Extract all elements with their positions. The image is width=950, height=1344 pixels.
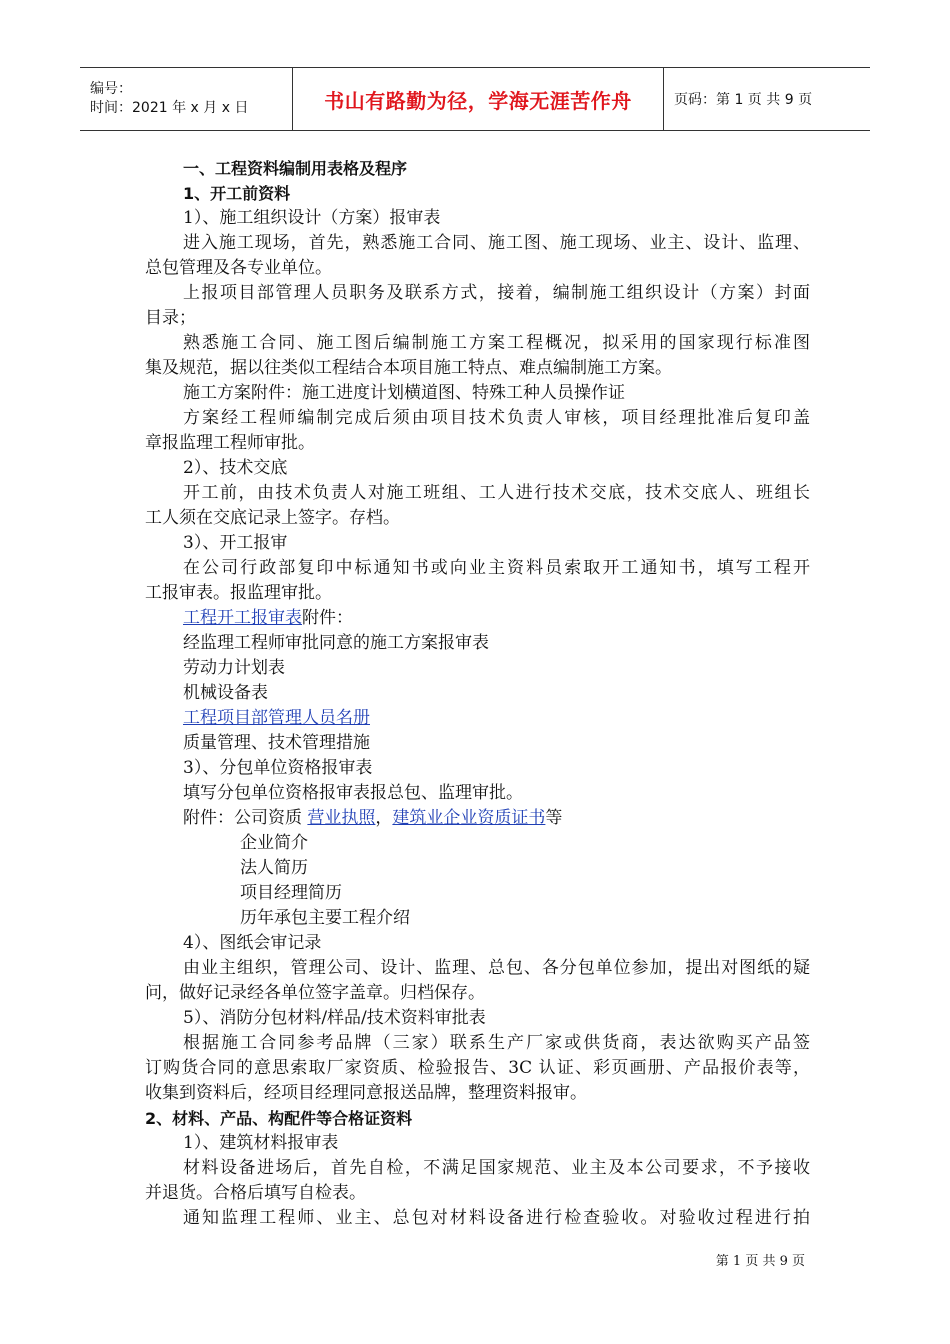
paragraph-line: 材料设备进场后，首先自检，不满足国家规范、业主及本公司要求，不予接收 (183, 1158, 810, 1178)
start-report-form-link[interactable]: 工程开工报审表 (183, 608, 302, 628)
paragraph-line: 收集到资料后，经项目经理同意报送品牌，整理资料报审。 (145, 1083, 587, 1103)
list-item (145, 706, 810, 731)
separator: ， (375, 808, 393, 828)
list-item: 质量管理、技术管理措施 (183, 733, 370, 753)
paragraph-line: 施工方案附件：施工进度计划横道图、特殊工种人员操作证 (183, 383, 625, 403)
item-heading: 2）、技术交底 (183, 458, 288, 478)
list-item: 劳动力计划表 (183, 658, 285, 678)
business-license-link[interactable]: 营业执照 (307, 808, 376, 828)
header-motto-cell (293, 68, 664, 130)
paragraph-line: 总包管理及各专业单位。 (145, 258, 332, 278)
header-page-number: 页码：第 1 页 共 9 页 (674, 92, 813, 108)
section-title: 一、工程资料编制用表格及程序 (183, 159, 408, 178)
item-heading: 3）、分包单位资格报审表 (183, 758, 373, 778)
paragraph-line (145, 606, 810, 631)
list-item: 项目经理简历 (240, 883, 342, 903)
paragraph-line: 开工前，由技术负责人对施工班组、工人进行技术交底，技术交底人、班组长 (183, 483, 810, 503)
paragraph-line: 通知监理工程师、业主、总包对材料设备进行检查验收。对验收过程进行拍 (183, 1208, 810, 1228)
paragraph-line: 订购货合同的意思索取厂家资质、检验报告、3C 认证、彩页画册、产品报价表等， (145, 1058, 810, 1078)
subsection-title: 1、开工前资料 (183, 184, 291, 203)
document-number-label: 编号： (90, 81, 132, 97)
paragraph-line: 由业主组织，管理公司、设计、监理、总包、各分包单位参加，提出对图纸的疑 (183, 958, 810, 978)
page-footer: 第 1 页 共 9 页 (715, 1254, 805, 1269)
item-heading: 5）、消防分包材料/样品/技术资料审批表 (183, 1008, 486, 1028)
item-heading: 3）、开工报审 (183, 533, 288, 553)
paragraph-line: 集及规范，据以往类似工程结合本项目施工特点、难点编制施工方案。 (145, 358, 672, 378)
attachment-prefix: 附件：公司资质 (183, 808, 308, 828)
paragraph-line: 在公司行政部复印中标通知书或向业主资料员索取开工通知书，填写工程开 (183, 558, 810, 578)
paragraph-line: 方案经工程师编制完成后须由项目技术负责人审核，项目经理批准后复印盖 (183, 408, 810, 428)
qualification-certificate-link[interactable]: 建筑业企业资质证书 (392, 808, 546, 828)
paragraph-line: 进入施工现场，首先，熟悉施工合同、施工图、施工现场、业主、设计、监理、 (183, 233, 810, 253)
document-body (145, 156, 810, 1231)
subsection-title: 2、材料、产品、构配件等合格证资料 (145, 1109, 413, 1128)
paragraph-line: 上报项目部管理人员职务及联系方式，接着，编制施工组织设计（方案）封面 (183, 283, 810, 303)
list-item: 经监理工程师审批同意的施工方案报审表 (183, 633, 489, 653)
page-header (80, 67, 870, 131)
list-item: 法人简历 (240, 858, 308, 878)
attachment-suffix: 等 (545, 808, 563, 828)
list-item: 机械设备表 (183, 683, 268, 703)
paragraph-line: 填写分包单位资格报审表报总包、监理审批。 (183, 783, 523, 803)
document-date: 时间：2021 年 x 月 x 日 (90, 100, 249, 116)
paragraph-line: 工人须在交底记录上签字。存档。 (145, 508, 400, 528)
paragraph-line: 章报监理工程师审批。 (145, 433, 315, 453)
paragraph-line: 目录； (145, 308, 196, 328)
header-page-cell (664, 68, 812, 130)
paragraph-line: 工报审表。报监理审批。 (145, 583, 332, 603)
paragraph-line: 根据施工合同参考品牌（三家）联系生产厂家或供货商，表达欲购买产品签 (183, 1033, 810, 1053)
staff-roster-link[interactable]: 工程项目部管理人员名册 (183, 708, 370, 728)
paragraph-line (145, 806, 810, 831)
paragraph-line: 熟悉施工合同、施工图后编制施工方案工程概况，拟采用的国家现行标准图 (183, 333, 810, 353)
item-heading: 4）、图纸会审记录 (183, 933, 322, 953)
attachment-label: 附件： (302, 608, 353, 628)
list-item: 历年承包主要工程介绍 (240, 908, 410, 928)
paragraph-line: 问，做好记录经各单位签字盖章。归档保存。 (145, 983, 485, 1003)
header-motto: 书山有路勤为径，学海无涯苦作舟 (324, 88, 632, 113)
item-heading: 1）、建筑材料报审表 (183, 1133, 339, 1153)
item-heading: 1）、施工组织设计（方案）报审表 (183, 208, 441, 228)
paragraph-line: 并退货。合格后填写自检表。 (145, 1183, 366, 1203)
header-meta (80, 68, 293, 130)
list-item: 企业简介 (240, 833, 308, 853)
